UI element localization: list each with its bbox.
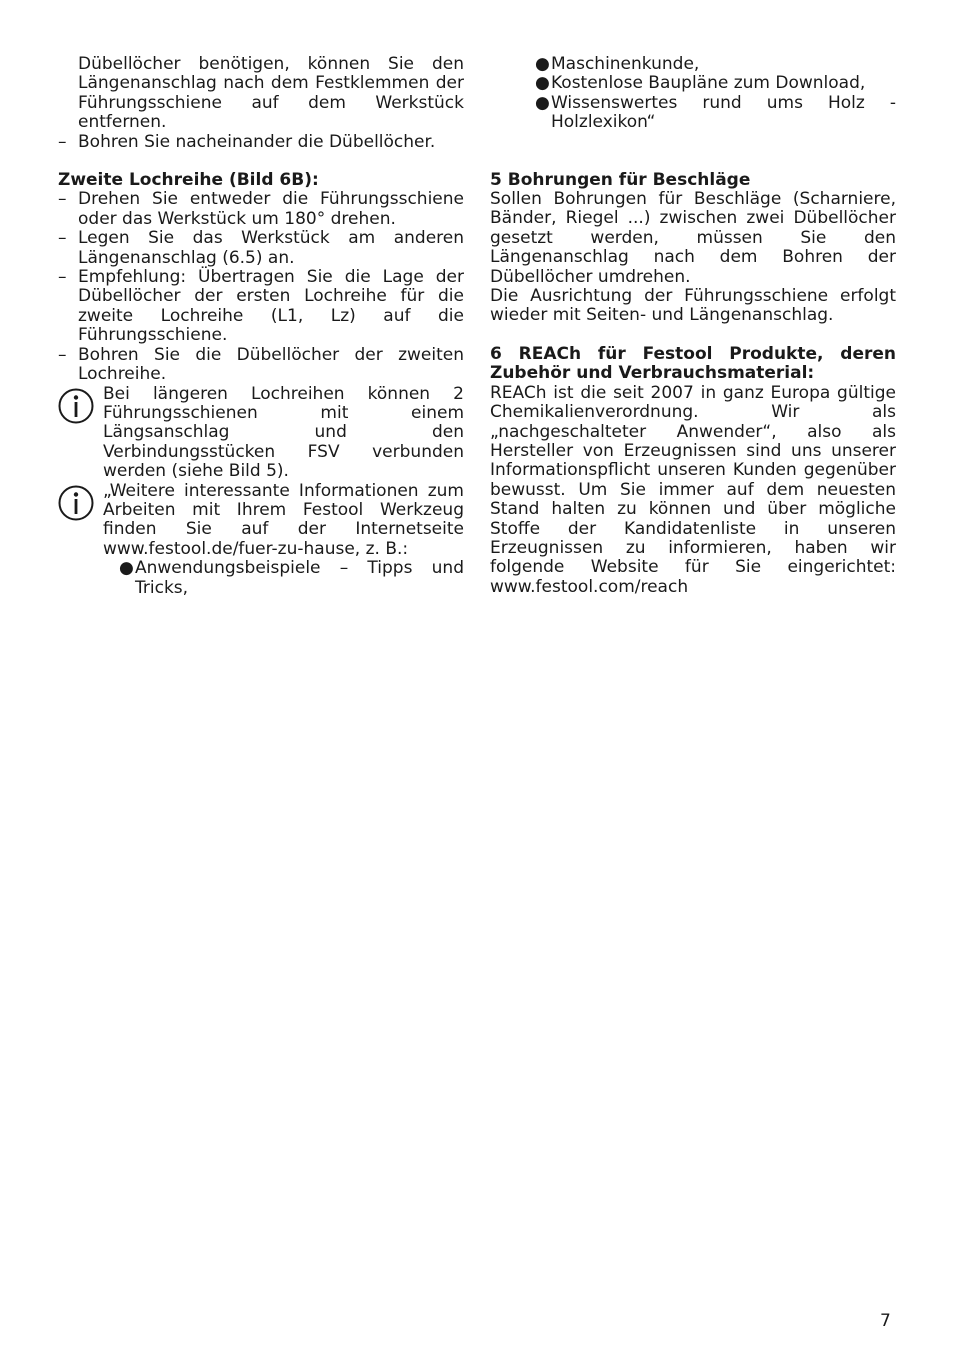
bullet-item: ● Wissenswertes rund ums Holz - Holzlexikon“ <box>535 92 896 133</box>
info-icon <box>58 485 94 521</box>
section-5-paragraph-1: Sollen Bohrungen für Beschläge (Scharniere, Bänder, Riegel ...) zwischen zwei Dübellöcher gesetzt werden, müssen Sie den Längenanschlag nach dem Bohren der Dübellöcher umdrehen. <box>490 189 896 287</box>
bullet-item: ● Kostenlose Baupläne zum Download, <box>535 73 866 94</box>
intro-continuation: Dübellöcher benötigen, können Sie den Längenanschlag nach dem Festklemmen der Führungsschiene auf dem Werkstück entfernen. <box>78 54 464 133</box>
step-4: – Bohren Sie die Dübellöcher der zweiten Lochreihe. <box>58 344 464 385</box>
bullet-marker: ● <box>535 73 550 94</box>
bullet-marker: ● <box>119 558 134 579</box>
dash-marker: – <box>58 189 67 210</box>
step-drill-holes: – Bohren Sie nacheinander die Dübellöcher. <box>58 131 436 152</box>
info-icon <box>58 388 94 424</box>
dash-marker: – <box>58 228 67 249</box>
dash-marker: – <box>58 344 67 365</box>
bullet-item: ● Anwendungsbeispiele – Tipps und Tricks, <box>119 558 464 598</box>
bullet-marker: ● <box>535 92 550 113</box>
bullet-marker: ● <box>535 54 550 74</box>
dash-marker: – <box>58 267 67 288</box>
section-6-title: 6 REACh für Festool Produkte, deren Zubehör und Verbrauchsmaterial: <box>490 343 896 384</box>
step-3: – Empfehlung: Übertragen Sie die Lage der Dübellöcher der ersten Lochreihe für die zweite Lochreihe (L1, Lz) auf die Führungsschiene. <box>58 267 464 346</box>
step-2: – Legen Sie das Werkstück am anderen Längenanschlag (6.5) an. <box>58 228 464 268</box>
info-note-1: Bei längeren Lochreihen können 2 Führungsschienen mit einem Längsanschlag und den Verbindungsstücken FSV verbunden werden (siehe Bild 5). <box>58 385 464 482</box>
section-5-title: 5 Bohrungen für Beschläge <box>490 169 751 190</box>
bullet-item: ● Maschinenkunde, <box>535 54 700 74</box>
section-5-paragraph-2: Die Ausrichtung der Führungsschiene erfolgt wieder mit Seiten- und Längenanschlag. <box>490 286 896 326</box>
page-number: 7 <box>880 1311 891 1331</box>
left-column <box>58 55 464 598</box>
dash-marker: – <box>58 131 67 152</box>
section-6-paragraph: REACh ist die seit 2007 in ganz Europa gültige Chemikalienverordnung. Wir als „nachgeschalteter Anwender“, also als Hersteller von Erzeugnissen sind uns unserer Informationspflicht unseren Kunden gegenüber bewusst. Um Sie immer auf dem neuesten Stand halten zu können und über mögliche Stoffe der Kandidatenliste in unseren Erzeugnissen zu informieren, haben wir folgende Website für Sie eingerichtet: www.festool.com/reach <box>490 382 896 597</box>
heading-second-row: Zweite Lochreihe (Bild 6B): <box>58 170 319 191</box>
right-column <box>490 55 896 597</box>
step-1: – Drehen Sie entweder die Führungsschiene oder das Werkstück um 180° drehen. <box>58 189 464 229</box>
info-note-2: „Weitere interessante Informationen zum Arbeiten mit Ihrem Festool Werkzeug finden Sie auf der Internetseite www.festool.de/fuer-zu-hause, z. B.: ● Anwendungsbeispiele – Tipps und Tricks, <box>58 482 464 598</box>
